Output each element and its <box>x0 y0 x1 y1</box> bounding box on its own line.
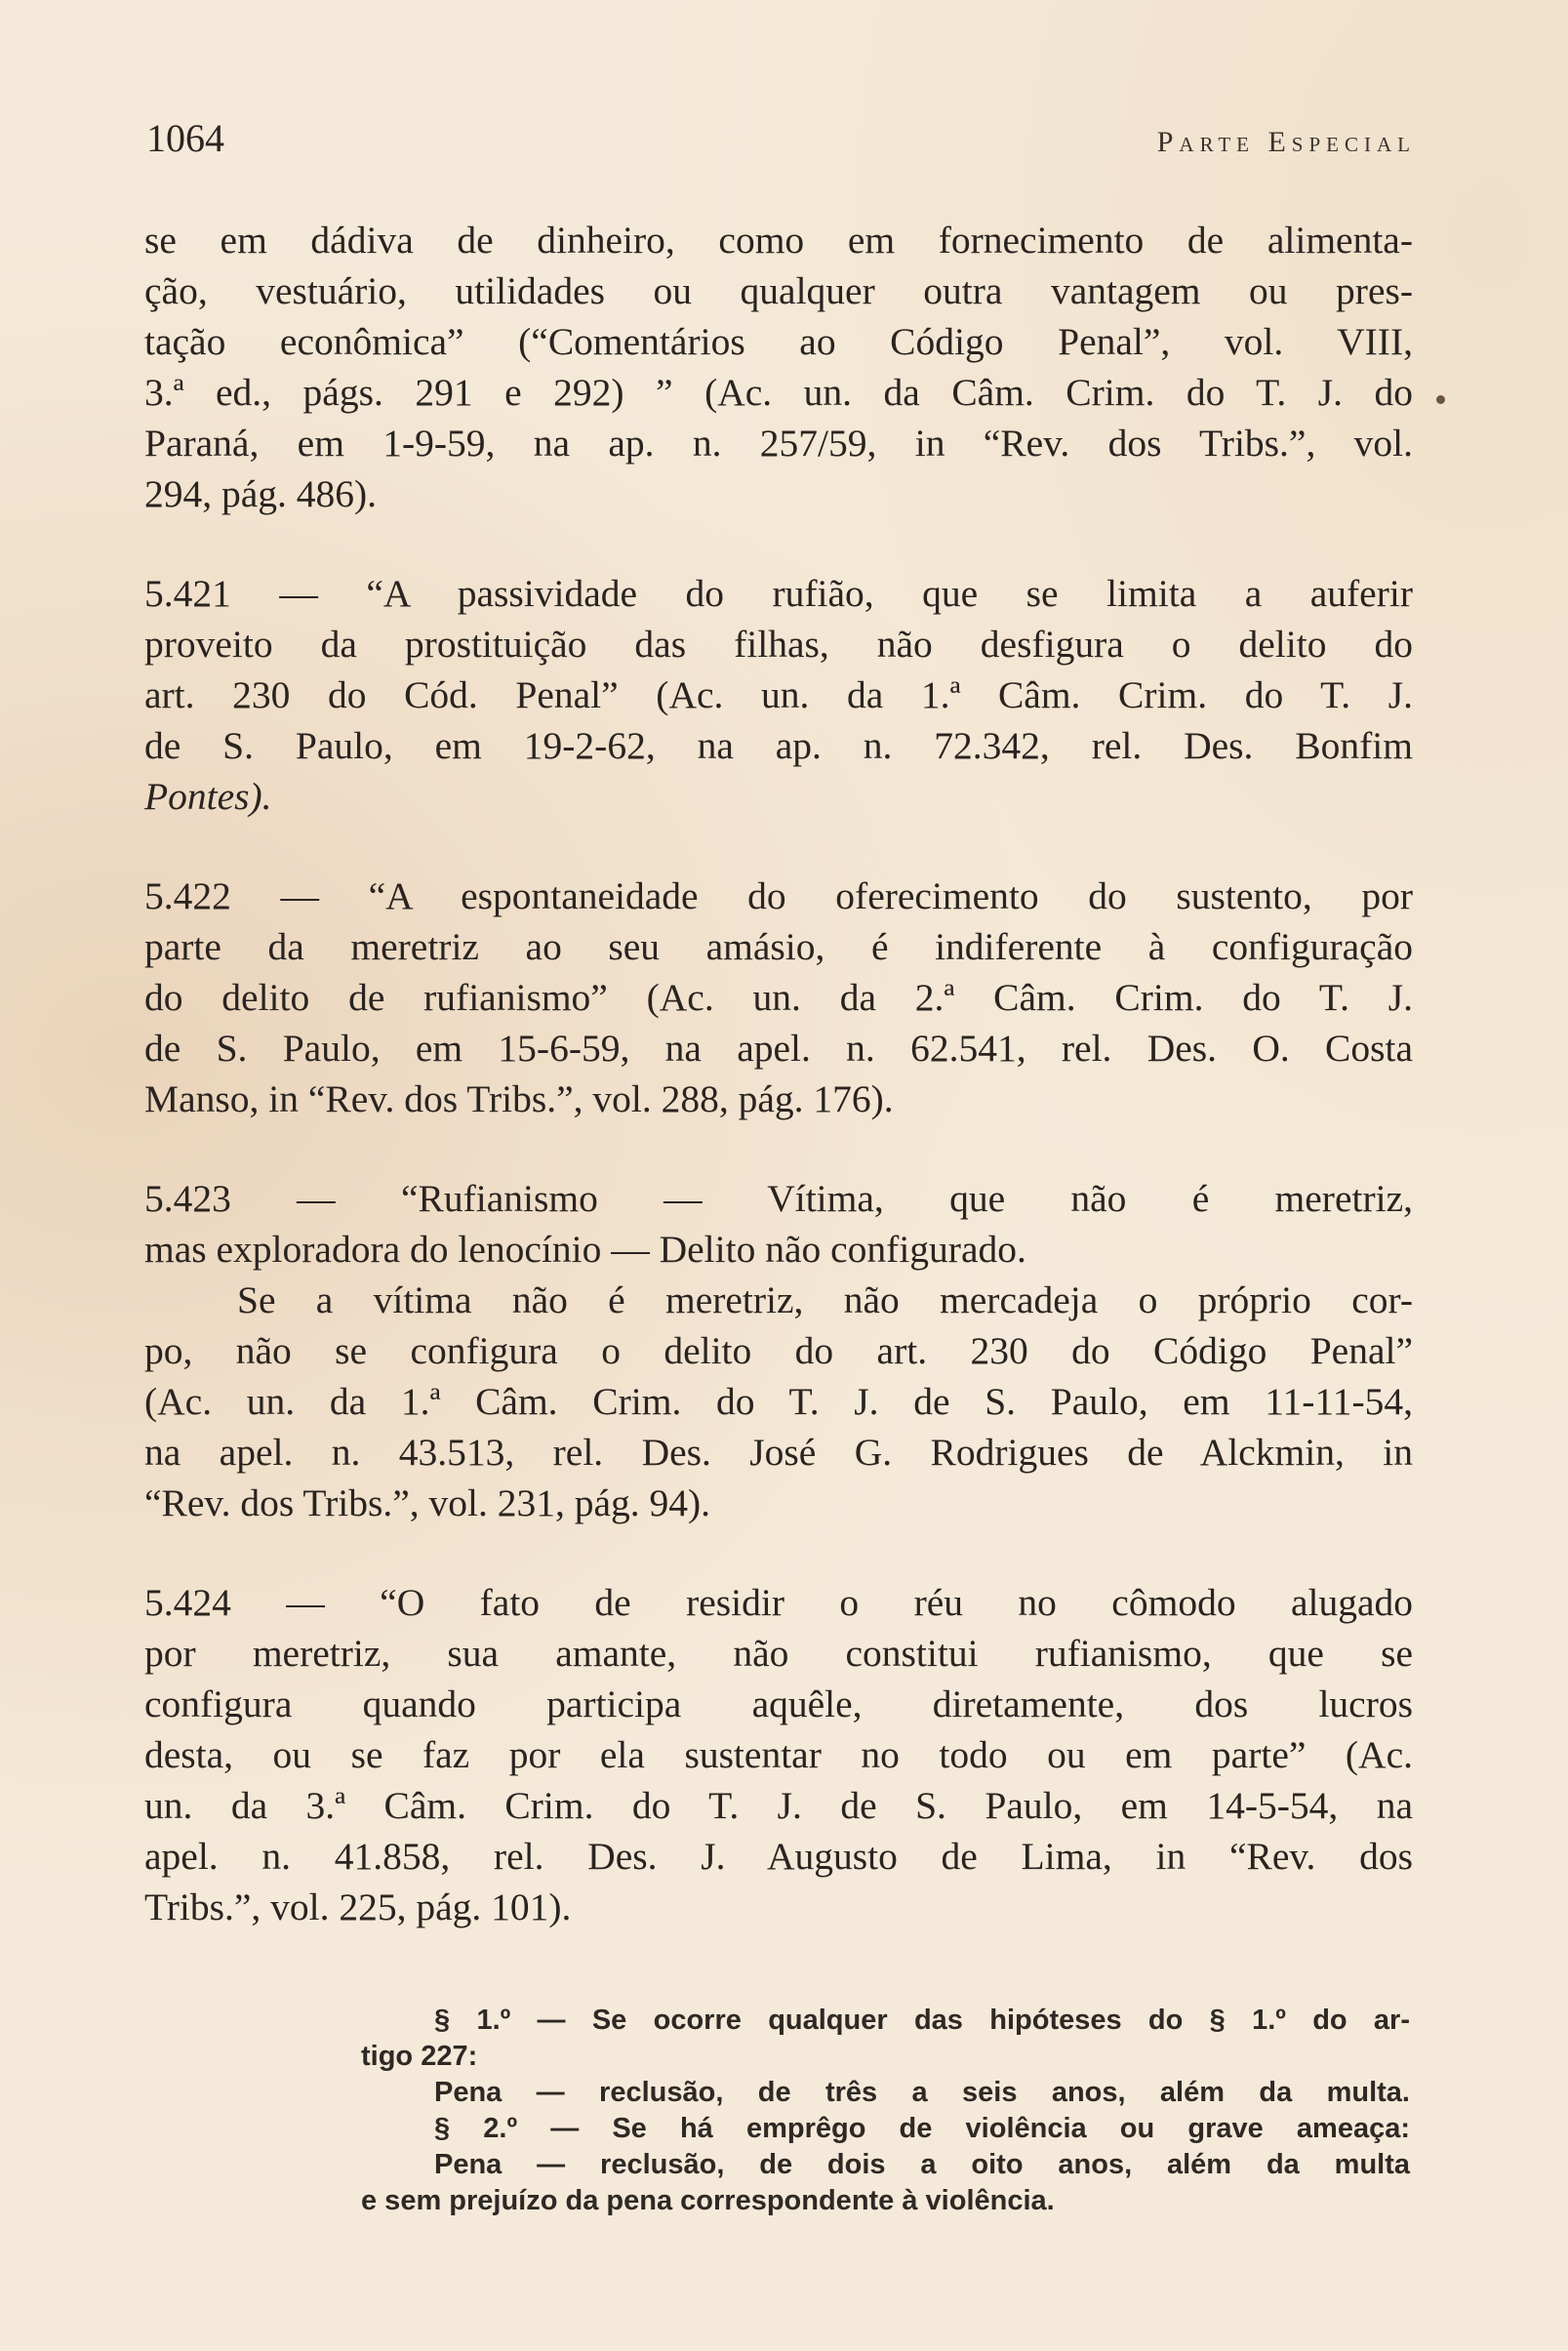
text-line: se em dádiva de dinheiro, como em fornecimento de alimenta- <box>144 219 1413 262</box>
text-line: de S. Paulo, em 19-2-62, na ap. n. 72.342, rel. Des. Bonfim <box>144 724 1413 767</box>
text-line: configura quando participa aquêle, diretamente, dos lucros <box>144 1682 1413 1725</box>
text-line: 5.421 — “A passividade do rufião, que se limita a auferir <box>144 572 1413 615</box>
text-line: Se a vítima não é meretriz, não mercadeja o próprio cor- <box>237 1278 1413 1321</box>
text-line: ção, vestuário, utilidades ou qualquer outra vantagem ou pres- <box>144 269 1413 312</box>
text-line: apel. n. 41.858, rel. Des. J. Augusto de Lima, in “Rev. dos <box>144 1835 1413 1878</box>
text-line: Manso, in “Rev. dos Tribs.”, vol. 288, pág. 176). <box>144 1077 894 1120</box>
text-line: do delito de rufianismo” (Ac. un. da 2.ª Câm. Crim. do T. J. <box>144 976 1413 1019</box>
text-line: tação econômica” (“Comentários ao Código Penal”, vol. VIII, <box>144 320 1413 363</box>
text-line: desta, ou se faz por ela sustentar no todo ou em parte” (Ac. <box>144 1733 1413 1776</box>
legal-text-line: § 2.º — Se há emprêgo de violência ou grave ameaça: <box>434 2113 1410 2144</box>
text-line: 3.ª ed., págs. 291 e 292) ” (Ac. un. da Câm. Crim. do T. J. do <box>144 371 1413 414</box>
text-line: 5.424 — “O fato de residir o réu no cômodo alugado <box>144 1581 1413 1624</box>
legal-text-line: e sem prejuízo da pena correspondente à violência. <box>361 2185 1055 2216</box>
text-line: 5.423 — “Rufianismo — Vítima, que não é meretriz, <box>144 1177 1413 1220</box>
legal-text-line: Pena — reclusão, de dois a oito anos, além da multa <box>434 2149 1410 2180</box>
page-header <box>146 115 1416 174</box>
legal-text-line: tigo 227: <box>361 2041 478 2072</box>
paragraph-5423 <box>144 1173 1413 1528</box>
text-line: por meretriz, sua amante, não constitui rufianismo, que se <box>144 1632 1413 1675</box>
text-line: Paraná, em 1-9-59, na ap. n. 257/59, in “Rev. dos Tribs.”, vol. <box>144 422 1413 465</box>
legal-text-block <box>361 2003 1410 2219</box>
paragraph-continuation <box>144 215 1413 519</box>
legal-text-line: Pena — reclusão, de três a seis anos, além da multa. <box>434 2077 1410 2108</box>
paragraph-5424 <box>144 1577 1413 1932</box>
text-line: un. da 3.ª Câm. Crim. do T. J. de S. Paulo, em 14-5-54, na <box>144 1784 1413 1827</box>
text-line: 5.422 — “A espontaneidade do oferecimento do sustento, por <box>144 874 1413 917</box>
running-head: Parte Especial <box>1156 126 1416 158</box>
page-number: 1064 <box>146 116 224 160</box>
text-line: art. 230 do Cód. Penal” (Ac. un. da 1.ª Câm. Crim. do T. J. <box>144 673 1413 716</box>
paragraph-5421 <box>144 568 1413 822</box>
text-line: 294, pág. 486). <box>144 472 378 515</box>
text-line: na apel. n. 43.513, rel. Des. José G. Rodrigues de Alckmin, in <box>144 1431 1413 1474</box>
text-line: “Rev. dos Tribs.”, vol. 231, pág. 94). <box>144 1481 711 1524</box>
text-line: de S. Paulo, em 15-6-59, na apel. n. 62.541, rel. Des. O. Costa <box>144 1027 1413 1070</box>
page-body <box>144 215 1413 1932</box>
text-line: proveito da prostituição das filhas, não desfigura o delito do <box>144 623 1413 666</box>
text-line: Pontes). <box>144 775 272 818</box>
text-line: parte da meretriz ao seu amásio, é indiferente à configuração <box>144 925 1413 968</box>
ink-speck <box>1436 395 1445 404</box>
legal-text-line: § 1.º — Se ocorre qualquer das hipóteses do § 1.º do ar- <box>434 2005 1410 2036</box>
text-line: mas exploradora do lenocínio — Delito não configurado. <box>144 1228 1026 1271</box>
text-line: po, não se configura o delito do art. 230 do Código Penal” <box>144 1329 1413 1372</box>
text-line: Tribs.”, vol. 225, pág. 101). <box>144 1885 572 1928</box>
text-line: (Ac. un. da 1.ª Câm. Crim. do T. J. de S. Paulo, em 11-11-54, <box>144 1380 1413 1423</box>
paragraph-5422 <box>144 871 1413 1124</box>
